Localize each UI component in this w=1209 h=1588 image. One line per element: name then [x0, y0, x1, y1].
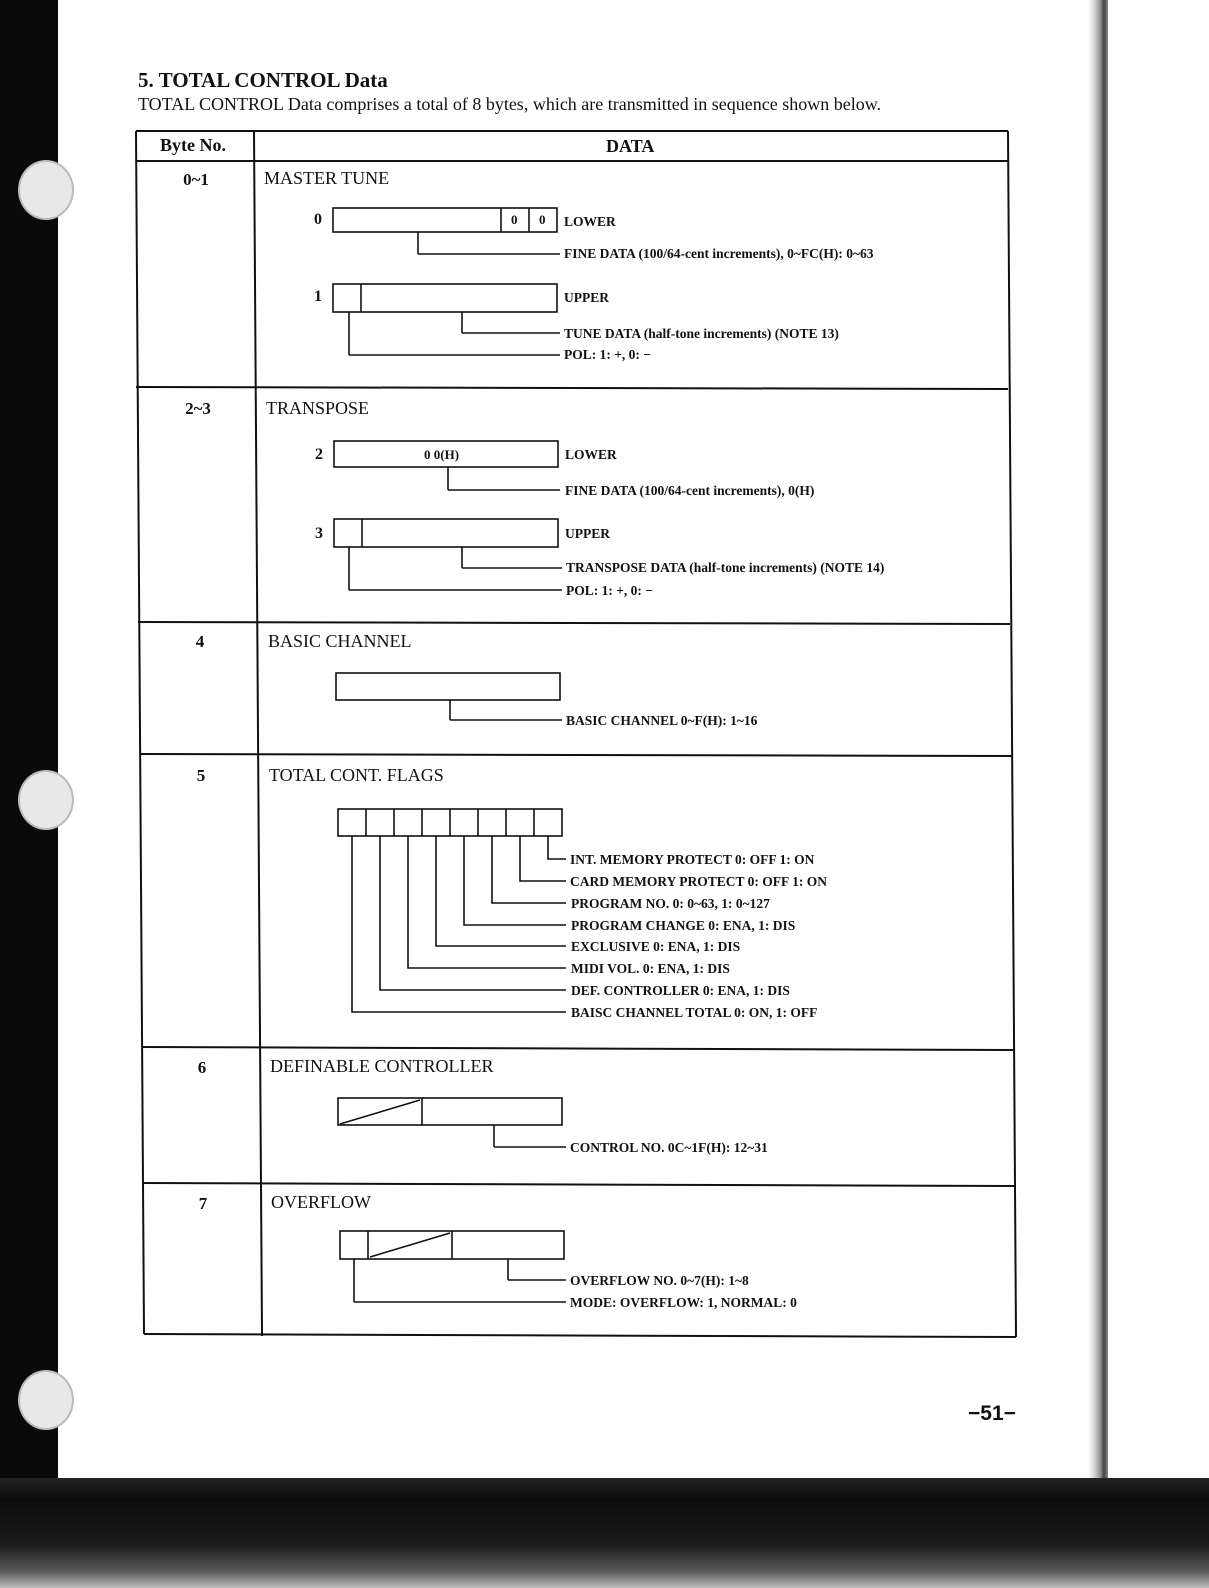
- byte-range: 4: [195, 632, 205, 651]
- flag-label: PROGRAM NO. 0: 0~63, 1: 0~127: [571, 896, 770, 911]
- section-heading: 5. TOTAL CONTROL Data: [138, 68, 388, 92]
- field-label: UPPER: [564, 290, 609, 305]
- flag-label: MIDI VOL. 0: ENA, 1: DIS: [571, 961, 730, 976]
- flag-label: DEF. CONTROLLER 0: ENA, 1: DIS: [571, 983, 790, 998]
- section-title: DEFINABLE CONTROLLER: [270, 1056, 494, 1076]
- field-label: FINE DATA (100/64-cent increments), 0(H): [565, 483, 815, 498]
- bit-value: 0: [539, 212, 546, 227]
- flag-label: PROGRAM CHANGE 0: ENA, 1: DIS: [571, 918, 796, 933]
- section-title: TRANSPOSE: [266, 398, 370, 418]
- field-label: OVERFLOW NO. 0~7(H): 1~8: [570, 1273, 749, 1288]
- page-number: −51−: [968, 1402, 1016, 1425]
- flag-label: BAISC CHANNEL TOTAL 0: ON, 1: OFF: [571, 1005, 818, 1020]
- flag-label: EXCLUSIVE 0: ENA, 1: DIS: [571, 939, 741, 954]
- flag-label: CARD MEMORY PROTECT 0: OFF 1: ON: [570, 874, 828, 889]
- column-header-data: DATA: [606, 136, 655, 156]
- field-label: POL: 1: +, 0: −: [566, 583, 653, 598]
- byte-range: 7: [198, 1194, 208, 1213]
- section-title: BASIC CHANNEL: [268, 631, 412, 651]
- byte-range: 0~1: [183, 170, 209, 189]
- field-label: UPPER: [565, 526, 610, 541]
- column-header-byte: Byte No.: [160, 135, 226, 155]
- byte-range: 2~3: [185, 399, 211, 418]
- bit-value: 0: [511, 212, 518, 227]
- flag-label: INT. MEMORY PROTECT 0: OFF 1: ON: [570, 852, 815, 867]
- section-title: TOTAL CONT. FLAGS: [269, 765, 444, 785]
- field-label: LOWER: [564, 214, 616, 229]
- byte-range: 6: [197, 1058, 207, 1077]
- field-label: BASIC CHANNEL 0~F(H): 1~16: [566, 713, 758, 728]
- section-title: MASTER TUNE: [264, 168, 390, 188]
- byte-number: 0: [314, 211, 322, 228]
- field-label: POL: 1: +, 0: −: [564, 347, 651, 362]
- byte-range: 5: [196, 766, 206, 785]
- field-label: LOWER: [565, 447, 617, 462]
- field-label: CONTROL NO. 0C~1F(H): 12~31: [570, 1140, 768, 1155]
- intro-text: TOTAL CONTROL Data comprises a total of 8 bytes, which are transmitted in sequence shown below.: [138, 94, 882, 114]
- field-label: TUNE DATA (half-tone increments) (NOTE 13): [564, 326, 839, 341]
- byte-number: 3: [315, 525, 323, 542]
- field-label: MODE: OVERFLOW: 1, NORMAL: 0: [570, 1295, 797, 1310]
- byte-number: 1: [314, 288, 322, 305]
- field-label: FINE DATA (100/64-cent increments), 0~FC(H): 0~63: [564, 246, 874, 261]
- section-title: OVERFLOW: [271, 1192, 371, 1212]
- byte-number: 2: [315, 446, 323, 463]
- cell-value: 0 0(H): [424, 447, 460, 462]
- field-label: TRANSPOSE DATA (half-tone increments) (NOTE 14): [566, 560, 885, 575]
